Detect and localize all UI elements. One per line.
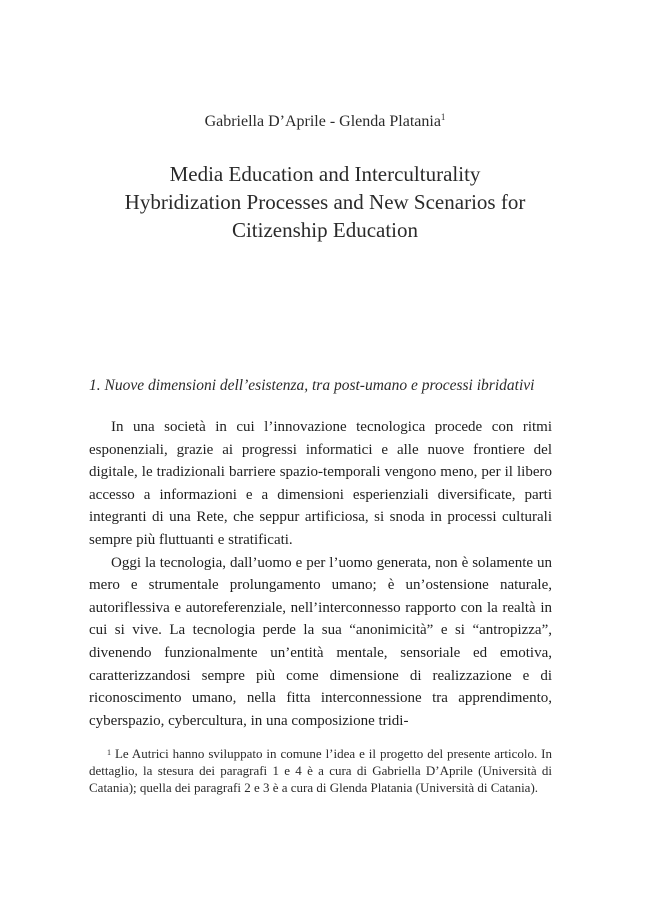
- title-line-2: Hybridization Processes and New Scenarios for: [124, 190, 526, 214]
- paragraph-2: Oggi la tecnologia, dall’uomo e per l’uomo generata, non è solamente un mero e strumentale prolungamento umano; è un’ostensione naturale, autoriflessiva e autoreferenziale, nell’interconnesso rapporto con la realtà in cui si vive. La tecnologia perde la sua “anonimicità” e si “antropizza”, divenendo funzionalmente un’entità mentale, sensoriale ed emotiva, caratterizzandosi sempre più come dimensione di realizzazione e di riconoscimento umano, nella fitta interconnessione tra apprendimento, cyberspazio, cybercultura, in una composizione tridi-: [89, 554, 552, 729]
- article-title: [60, 160, 590, 244]
- footnote-marker: 1: [107, 748, 111, 757]
- authors-names: Gabriella D’Aprile - Glenda Platania: [204, 113, 441, 130]
- footnote: [89, 745, 552, 796]
- footnote-reference[interactable]: 1: [440, 112, 446, 122]
- section-heading: 1. Nuove dimensioni dell’esistenza, tra post-umano e processi ibridativi: [89, 377, 535, 394]
- title-line-3: Citizenship Education: [231, 218, 419, 242]
- paragraph-1: In una società in cui l’innovazione tecnologica procede con ritmi esponenziali, grazie ai progressi informatici e alle nuove frontiere del digitale, le tradizionali barriere spazio-temporali vengono meno, per il libero accesso a informazioni e a dimensioni esperienziali diversificate, parti integranti di una Rete, che seppur artificiosa, si snoda in processi culturali sempre più fluttuanti e stratificati.: [89, 419, 552, 548]
- title-line-1: Media Education and Interculturality: [169, 162, 481, 186]
- footnote-text: Le Autrici hanno sviluppato in comune l’idea e il progetto del presente articolo. In dettaglio, la stesura dei paragrafi 1 e 4 è a cura di Gabriella D’Aprile (Università di Catania); quella dei paragrafi 2 e 3 è a cura di Glenda Platania (Università di Catania).: [89, 746, 552, 795]
- body-text: [89, 416, 552, 732]
- authors-line: [0, 113, 650, 131]
